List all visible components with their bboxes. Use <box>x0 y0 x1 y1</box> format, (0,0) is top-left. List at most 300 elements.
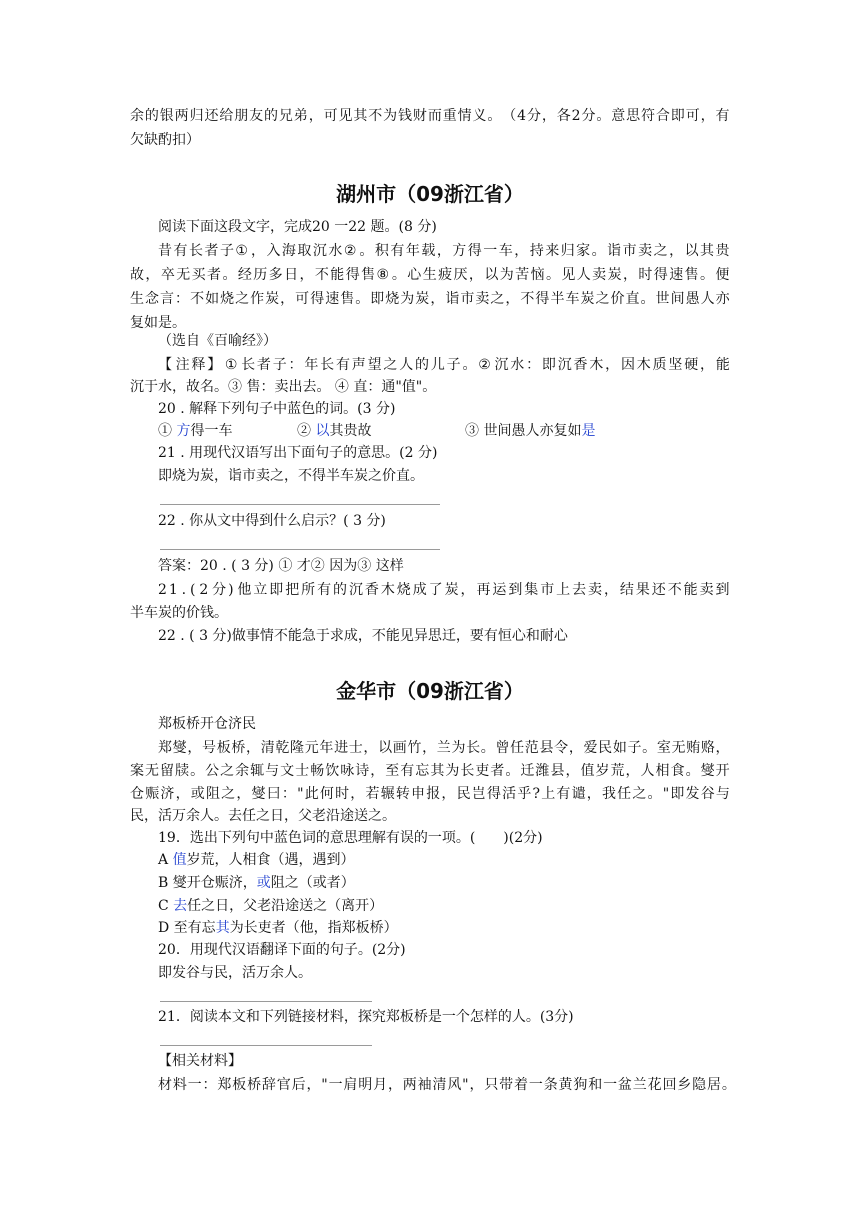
glyph: 家 <box>576 243 591 259</box>
glyph: 咏 <box>340 763 355 779</box>
glyph: 年 <box>304 357 319 373</box>
glyph: 炭 <box>265 291 280 307</box>
glyph: 时 <box>638 267 653 283</box>
glyph: 贿 <box>686 740 701 756</box>
glyph: 望 <box>367 357 382 373</box>
huzhou-answer-2-cont: 半车炭的价钱。 <box>130 605 228 621</box>
glyph: 卖 <box>592 267 607 283</box>
glyph: 不 <box>667 582 682 598</box>
glyph: 人 <box>700 291 715 307</box>
glyph: ， <box>669 243 684 259</box>
huzhou-passage-line: 复如是。 <box>130 315 186 331</box>
huzhou-q20-item-2 <box>297 421 371 441</box>
glyph: 风 <box>447 1077 462 1093</box>
glyph: 之 <box>235 291 250 307</box>
glyph: 年 <box>405 243 420 259</box>
glyph: 车 <box>565 291 580 307</box>
glyph: 能 <box>683 582 698 598</box>
glyph: ， <box>460 582 475 598</box>
glyph: 谴 <box>571 786 586 802</box>
glyph: 半 <box>550 291 565 307</box>
glyph: 曾 <box>495 740 510 756</box>
glyph: 县 <box>550 763 565 779</box>
glyph: 材 <box>158 1077 172 1093</box>
glyph: 长 <box>460 763 475 779</box>
glyph: 注 <box>175 357 190 373</box>
item-rest: 其贵故 <box>329 423 372 439</box>
glyph: 。 <box>391 267 406 283</box>
glyph: 有 <box>556 786 571 802</box>
glyph: 因 <box>620 357 635 373</box>
glyph: ， <box>187 740 202 756</box>
glyph: 了 <box>428 582 443 598</box>
glyph: 到 <box>508 582 523 598</box>
glyph: 情 <box>457 108 472 124</box>
glyph: ， <box>308 108 323 124</box>
glyph: 士 <box>348 740 363 756</box>
glyph: 着 <box>514 1077 528 1093</box>
glyph: 亦 <box>715 291 730 307</box>
glyph: 合 <box>655 108 670 124</box>
glyph: 即 <box>670 108 685 124</box>
glyph: 还 <box>204 108 219 124</box>
option-rest: 阻之（或者） <box>270 875 355 891</box>
glyph: 活 <box>502 786 517 802</box>
glyph: 。 <box>462 357 477 373</box>
glyph: 如 <box>612 740 627 756</box>
glyph: 的 <box>333 582 348 598</box>
glyph: ， <box>350 786 365 802</box>
glyph: 长 <box>241 357 256 373</box>
glyph: 荒 <box>610 763 625 779</box>
glyph: 盆 <box>617 1077 632 1093</box>
huzhou-passage-line <box>158 241 730 261</box>
jinhua-q19-option-c <box>158 896 383 916</box>
glyph: 言 <box>160 291 175 307</box>
glyph: 料 <box>172 1077 187 1093</box>
glyph: 兄 <box>278 108 293 124</box>
glyph: 岁 <box>595 763 610 779</box>
glyph: 沉 <box>494 357 509 373</box>
huzhou-answer-2 <box>158 580 730 600</box>
glyph: 】 <box>207 357 222 373</box>
answer-line <box>160 549 440 550</box>
glyph: ? <box>532 786 541 802</box>
glyph: ， <box>541 108 556 124</box>
glyph: 为 <box>499 267 514 283</box>
glyph: 或 <box>190 786 205 802</box>
glyph: 一 <box>603 1077 618 1093</box>
glyph: ， <box>430 291 445 307</box>
glyph: 作 <box>250 291 265 307</box>
glyph: 明 <box>358 1077 373 1093</box>
glyph: 饮 <box>325 763 340 779</box>
glyph: 忘 <box>415 763 430 779</box>
glyph: 。 <box>685 763 700 779</box>
glyph: 厌 <box>453 267 468 283</box>
glyph: 袖 <box>417 1077 432 1093</box>
glyph: ， <box>505 291 520 307</box>
glyph: ， <box>568 740 583 756</box>
jinhua-q20: 20．用现代汉语翻译下面的句子。(2分) <box>158 942 406 958</box>
glyph: 质 <box>652 357 667 373</box>
glyph: 阻 <box>205 786 220 802</box>
glyph: ① <box>235 243 248 259</box>
glyph: 人 <box>576 267 591 283</box>
glyph: 郑 <box>158 740 172 756</box>
glyph: 任 <box>617 786 632 802</box>
glyph: 。 <box>190 763 205 779</box>
huzhou-answer-1: 答案：20 . ( 3 分) ① 才② 因为③ 这样 <box>158 558 404 574</box>
glyph: 即 <box>541 357 556 373</box>
glyph: 2 <box>571 108 581 124</box>
glyph: 士 <box>295 763 310 779</box>
glyph: 弟 <box>293 108 308 124</box>
glyph: 一 <box>187 1077 202 1093</box>
glyph: 坚 <box>668 357 683 373</box>
glyph: 之 <box>653 243 668 259</box>
glyph: 财 <box>412 108 427 124</box>
glyph: 沉 <box>557 357 572 373</box>
glyph: 隆 <box>290 740 305 756</box>
glyph: 公 <box>205 763 220 779</box>
huzhou-passage-line <box>130 289 730 309</box>
glyph: ， <box>280 291 295 307</box>
glyph: 后 <box>291 1077 306 1093</box>
glyph: 郑 <box>217 1077 232 1093</box>
item-rest: 得一车 <box>190 423 233 439</box>
glyph: 即 <box>370 291 385 307</box>
glyph: 转 <box>395 786 410 802</box>
glyph: 有 <box>335 357 350 373</box>
glyph: 而 <box>427 108 442 124</box>
glyph: 余 <box>235 763 250 779</box>
glyph: 此 <box>304 786 319 802</box>
glyph: 。 <box>642 740 657 756</box>
glyph: ， <box>603 582 618 598</box>
glyph: 即 <box>670 786 685 802</box>
glyph: 载 <box>421 243 436 259</box>
glyph: 民 <box>598 740 613 756</box>
glyph: 水 <box>510 357 525 373</box>
glyph: 。 <box>355 291 370 307</box>
glyph: ， <box>586 786 601 802</box>
glyph: 有 <box>400 763 415 779</box>
glyph: 故 <box>130 267 144 283</box>
glyph: 得 <box>486 786 501 802</box>
glyph: " <box>662 786 670 802</box>
glyph: 符 <box>641 108 656 124</box>
glyph: 水 <box>328 243 343 259</box>
glyph: 。 <box>591 243 606 259</box>
glyph: 烧 <box>396 582 411 598</box>
glyph: 便 <box>715 267 730 283</box>
glyph: 。 <box>505 763 520 779</box>
glyph: 朋 <box>234 108 249 124</box>
glyph: 其 <box>430 763 445 779</box>
glyph: ， <box>700 108 715 124</box>
glyph: 。 <box>480 740 495 756</box>
glyph: 得 <box>345 267 360 283</box>
glyph: 木 <box>636 357 651 373</box>
glyph: 文 <box>280 763 295 779</box>
glyph: 值 <box>580 763 595 779</box>
glyph: 贵 <box>715 243 730 259</box>
glyph: 不 <box>520 291 535 307</box>
glyph: 县 <box>539 740 554 756</box>
glyph: 。 <box>545 267 560 283</box>
glyph: ， <box>250 243 265 259</box>
glyph: ： <box>175 291 190 307</box>
blue-word: 值 <box>172 852 187 868</box>
glyph: 运 <box>492 582 507 598</box>
glyph: 烧 <box>220 291 235 307</box>
glyph: 归 <box>560 243 575 259</box>
glyph: 令 <box>554 740 569 756</box>
glyph: 。 <box>647 786 662 802</box>
glyph: 回 <box>662 1077 677 1093</box>
glyph: 月 <box>373 1077 388 1093</box>
glyph: 立 <box>253 582 268 598</box>
glyph: 心 <box>407 267 422 283</box>
glyph: 燮 <box>700 763 715 779</box>
glyph: 狗 <box>573 1077 588 1093</box>
glyph: 买 <box>191 267 206 283</box>
material-header: 【相关材料】 <box>158 1053 242 1069</box>
glyph: 木 <box>380 582 395 598</box>
blue-word: 以 <box>315 423 330 439</box>
glyph: 一 <box>328 1077 343 1093</box>
glyph: 念 <box>145 291 160 307</box>
section-title-huzhou: 湖州市（09浙江省） <box>336 182 524 206</box>
glyph: 和 <box>588 1077 603 1093</box>
glyph: 间 <box>670 291 685 307</box>
glyph: 黄 <box>558 1077 573 1093</box>
jinhua-q19-option-a <box>158 850 355 870</box>
glyph: 归 <box>189 108 204 124</box>
glyph: 卖 <box>638 243 653 259</box>
glyph: ， <box>469 1077 484 1093</box>
glyph: 见 <box>338 108 353 124</box>
glyph: 潍 <box>535 763 550 779</box>
glyph: ： <box>202 1077 217 1093</box>
glyph: ， <box>175 786 190 802</box>
glyph: 给 <box>219 108 234 124</box>
glyph: 意 <box>611 108 626 124</box>
glyph: 方 <box>452 243 467 259</box>
glyph: 持 <box>529 243 544 259</box>
glyph: ， <box>468 267 483 283</box>
jinhua-q19-option-d <box>158 918 398 938</box>
huzhou-q21: 21 . 用现代汉语写出下面句子的意思。(2 分) <box>158 445 438 461</box>
glyph: 不 <box>190 291 205 307</box>
glyph: 之 <box>632 786 647 802</box>
glyph: ， <box>387 1077 402 1093</box>
glyph: 1 <box>168 582 178 598</box>
glyph: 不 <box>314 267 329 283</box>
jinhua-passage-line <box>130 761 730 781</box>
glyph: 何 <box>319 786 334 802</box>
glyph: 济 <box>160 786 175 802</box>
intro-line-1 <box>130 106 730 126</box>
option-rest: 岁荒，人相食（遇，遇到） <box>186 852 355 868</box>
glyph: 卖 <box>588 582 603 598</box>
glyph: 4 <box>517 108 527 124</box>
glyph: 迁 <box>520 763 535 779</box>
jinhua-subtitle: 郑板桥开仓济民 <box>158 716 256 732</box>
glyph: 炭 <box>580 291 595 307</box>
glyph: 沉 <box>348 582 363 598</box>
glyph: ， <box>422 740 437 756</box>
glyph: 年 <box>319 740 334 756</box>
glyph: 谷 <box>700 786 715 802</box>
glyph: 能 <box>330 267 345 283</box>
item-prefix: ② <box>297 423 316 439</box>
glyph: 直 <box>625 291 640 307</box>
glyph: ， <box>622 267 637 283</box>
glyph: 相 <box>655 763 670 779</box>
glyph: 取 <box>297 243 312 259</box>
glyph: 案 <box>130 763 144 779</box>
glyph: 清 <box>432 1077 447 1093</box>
glyph: ， <box>605 357 620 373</box>
glyph: 义 <box>472 108 487 124</box>
glyph: 去 <box>572 582 587 598</box>
glyph: ( <box>189 582 196 598</box>
glyph: ， <box>715 740 730 756</box>
glyph: 爱 <box>583 740 598 756</box>
glyph: 子 <box>446 357 461 373</box>
huzhou-passage-line <box>130 265 730 285</box>
glyph: 牍 <box>175 763 190 779</box>
glyph: 2 <box>199 582 209 598</box>
glyph: 乾 <box>275 740 290 756</box>
glyph: 与 <box>715 786 730 802</box>
answer-line <box>160 504 440 505</box>
glyph: 子 <box>627 740 642 756</box>
glyph: ， <box>145 267 160 283</box>
glyph: 带 <box>499 1077 514 1093</box>
glyph: ， <box>514 243 529 259</box>
glyph: 车 <box>498 243 513 259</box>
glyph: 民 <box>456 786 471 802</box>
glyph: 炭 <box>415 291 430 307</box>
glyph: 者 <box>256 357 271 373</box>
glyph: 画 <box>392 740 407 756</box>
glyph: ) <box>228 582 234 598</box>
glyph: 开 <box>715 763 730 779</box>
glyph: 室 <box>656 740 671 756</box>
glyph: 范 <box>524 740 539 756</box>
glyph: 市 <box>540 582 555 598</box>
glyph: ⑧ <box>376 267 390 283</box>
glyph: 入 <box>266 243 281 259</box>
glyph: 结 <box>619 582 634 598</box>
glyph: 元 <box>304 740 319 756</box>
glyph: 若 <box>365 786 380 802</box>
glyph: 长 <box>466 740 481 756</box>
glyph: 之 <box>221 786 236 802</box>
glyph: 的 <box>264 108 279 124</box>
item-prefix: ③ 世间愚人亦复如 <box>465 423 582 439</box>
jinhua-passage-line <box>158 738 730 758</box>
glyph: 桥 <box>247 1077 262 1093</box>
glyph: 到 <box>715 582 730 598</box>
glyph: 钱 <box>398 108 413 124</box>
glyph: 为 <box>445 763 460 779</box>
glyph: " <box>297 786 304 802</box>
glyph: 辄 <box>250 763 265 779</box>
glyph: 有 <box>715 108 730 124</box>
glyph: 一 <box>528 1077 543 1093</box>
huzhou-source: （选自《百喻经》） <box>158 333 277 349</box>
glyph: 得 <box>535 291 550 307</box>
glyph: 还 <box>651 582 666 598</box>
glyph: 所 <box>301 582 316 598</box>
glyph: 各 <box>556 108 571 124</box>
blue-word: 去 <box>173 898 188 914</box>
glyph: 。 <box>640 291 655 307</box>
glyph: ， <box>306 1077 321 1093</box>
jinhua-q19: 19．选出下列句中蓝色词的意思理解有误的一项。( )(2分) <box>158 830 543 846</box>
glyph: 思 <box>626 108 641 124</box>
glyph: 。 <box>359 243 374 259</box>
glyph: 任 <box>510 740 525 756</box>
material-1 <box>158 1075 736 1095</box>
glyph: 上 <box>556 582 571 598</box>
glyph: 只 <box>484 1077 499 1093</box>
glyph: 炭 <box>444 582 459 598</box>
glyph: 赈 <box>145 786 160 802</box>
glyph: 苦 <box>515 267 530 283</box>
glyph: 辞 <box>261 1077 276 1093</box>
glyph: 无 <box>176 267 191 283</box>
glyph: 生 <box>130 291 144 307</box>
glyph: 两 <box>402 1077 417 1093</box>
glyph: 报 <box>426 786 441 802</box>
glyph: 一 <box>483 243 498 259</box>
glyph: 香 <box>364 582 379 598</box>
glyph: 经 <box>237 267 252 283</box>
glyph: " <box>462 1077 469 1093</box>
blue-word: 方 <box>176 423 191 439</box>
glyph: 市 <box>622 243 637 259</box>
glyph: 诣 <box>607 243 622 259</box>
glyph: 积 <box>374 243 389 259</box>
glyph: ， <box>700 357 714 373</box>
glyph: 号 <box>202 740 217 756</box>
glyph: 售 <box>684 267 699 283</box>
glyph: 者 <box>204 243 219 259</box>
glyph: 曰 <box>266 786 281 802</box>
jinhua-q20-sentence: 即发谷与民，活万余人。 <box>158 965 312 981</box>
glyph: 市 <box>460 291 475 307</box>
glyph: 世 <box>655 291 670 307</box>
glyph: 诗 <box>355 763 370 779</box>
glyph: 多 <box>268 267 283 283</box>
huzhou-answer-3: 22 . ( 3 分)做事情不能急于求成，不能见异思迁，要有恒心和耐心 <box>158 628 568 644</box>
glyph: 畅 <box>310 763 325 779</box>
glyph: 人 <box>640 763 655 779</box>
glyph: 速 <box>669 267 684 283</box>
glyph: ， <box>370 763 385 779</box>
glyph: ， <box>565 763 580 779</box>
glyph: 银 <box>159 108 174 124</box>
glyph: 子 <box>272 357 287 373</box>
huzhou-q20-item-3 <box>465 421 595 441</box>
glyph: 上 <box>541 786 556 802</box>
glyph: 申 <box>411 786 426 802</box>
